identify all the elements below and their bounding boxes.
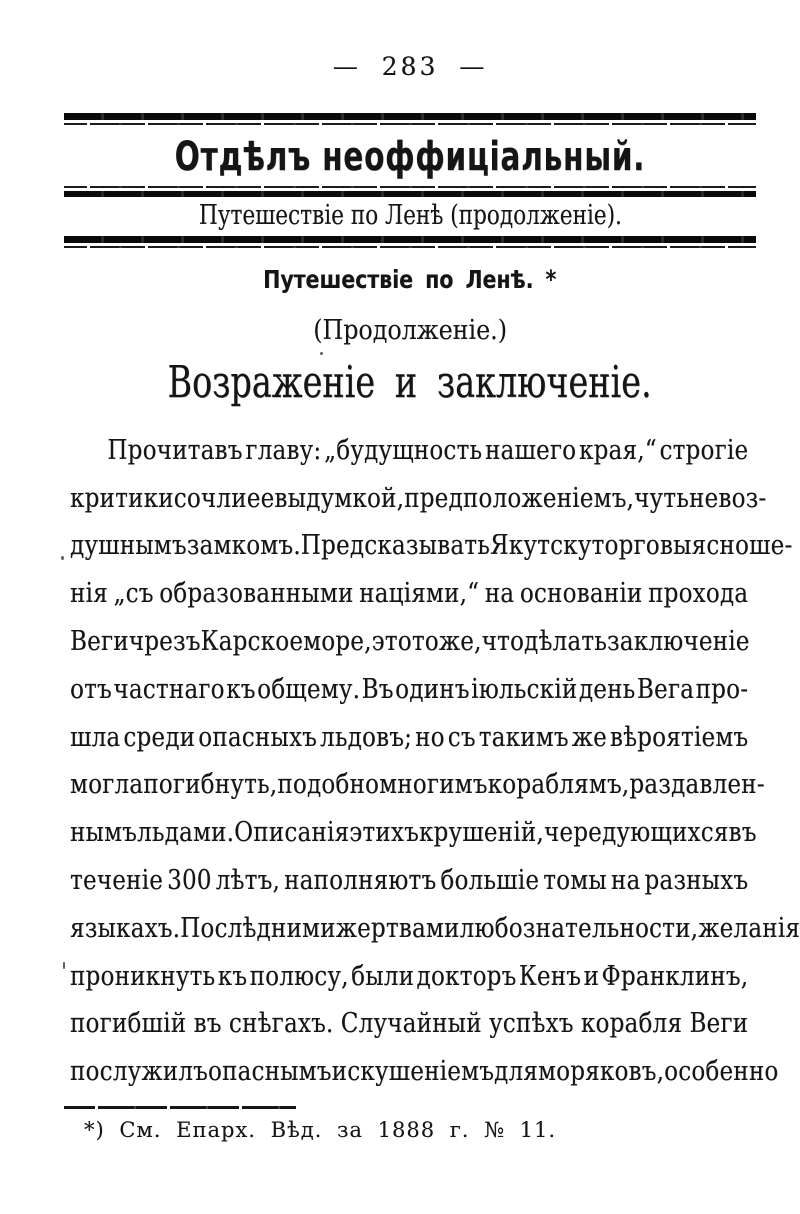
- body-text-line: погибшій въ снѣгахъ. Случайный успѣхъ корабля Веги: [70, 1008, 749, 1040]
- body-text-line: теченіе 300 лѣтъ, наполняютъ большіе томы на разныхъ: [70, 864, 749, 896]
- body-text-line: Веги чрезъ Карское море, это тоже, что дѣлать заключеніе: [70, 625, 750, 657]
- body-text-line: отъ частнаго къ общему. Въ одинъ іюльскій день Вега про-: [70, 673, 749, 705]
- section-title-text: Отдѣлъ неоффиціальный.: [174, 134, 646, 180]
- divider-thick-line: [64, 236, 756, 243]
- body-text-line: послужилъ опаснымъ искушеніемъ для моряковъ, особенно: [70, 1056, 779, 1088]
- scan-artifact: [63, 962, 65, 969]
- page-number-text: — 283 —: [332, 52, 488, 81]
- chapter-title: [64, 356, 756, 410]
- chapter-title-text: Возраженіе и заключеніе.: [167, 357, 653, 408]
- body-text-line: нымъ льдами. Описанія этихъ крушеній, чередующихся въ: [70, 817, 757, 849]
- running-subtitle-text: Путешествіе по Ленѣ (продолженіе).: [198, 200, 622, 231]
- body-text-line: Прочитавъ главу: „будущность нашего края,“ строгіе: [107, 434, 749, 466]
- paragraph: [70, 424, 800, 1093]
- body-text-line: проникнуть къ полюсу, были докторъ Кенъ и Франклинъ,: [70, 960, 749, 992]
- body-text-line: критики сочли ее выдумкой, предположеніемъ, чуть не воз-: [70, 482, 767, 514]
- footnote: *) См. Епарх. Вѣд. за 1888 г. № 11.: [84, 1118, 557, 1142]
- running-subtitle: [64, 199, 756, 233]
- body-text-line: нія „съ образованными націями,“ на основаніи прохода: [70, 578, 749, 610]
- body-text-line: языкахъ. Послѣдними жертвами любознательности, желанія: [70, 912, 800, 944]
- divider-thin-line: [64, 246, 756, 248]
- body-text-line: шла среди опасныхъ льдовъ; но съ такимъ же вѣроятіемъ: [70, 721, 749, 753]
- divider-middle: [64, 186, 756, 197]
- divider-bottom: [64, 236, 756, 248]
- article-title-text: Путешествіе по Ленѣ. *: [263, 265, 557, 294]
- divider-thick-line: [64, 113, 756, 120]
- continuation-note: [64, 314, 756, 348]
- divider-top: [64, 113, 756, 125]
- divider-thick-line: [64, 191, 756, 197]
- scan-artifact: [61, 556, 64, 560]
- article-title: [64, 264, 756, 296]
- section-title: [64, 133, 756, 181]
- body-text-line: душнымъ замкомъ. Предсказывать Якутску торговыя сноше-: [70, 530, 793, 562]
- scan-artifact: [320, 352, 323, 355]
- footnote-divider: [64, 1106, 296, 1109]
- continuation-note-text: (Продолженіе.): [313, 315, 507, 346]
- divider-thin-line: [64, 123, 756, 125]
- page-number: [64, 52, 756, 81]
- body-text-line: могла погибнуть, подобно многимъ кораблямъ, раздавлен-: [70, 769, 765, 801]
